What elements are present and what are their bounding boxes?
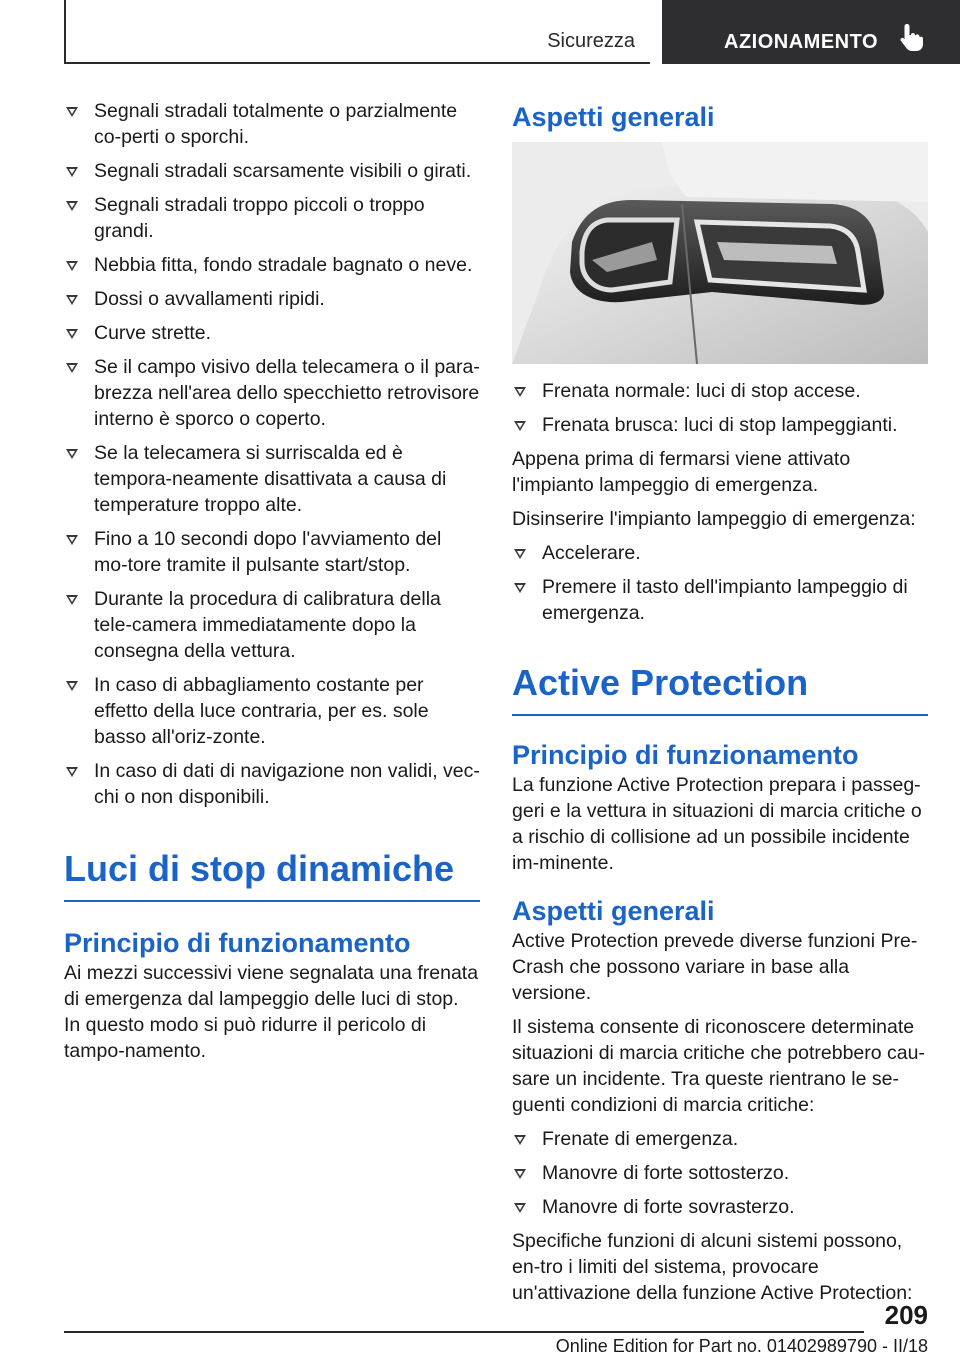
- paragraph: La funzione Active Protection prepara i passeg-geri e la vettura in situazioni di marcia critiche o a rischio di collisione ad un possibile incidente im-minente.: [512, 774, 922, 874]
- right-column: [512, 100, 928, 1314]
- disable-hazard-list: [512, 540, 928, 626]
- paragraph: Ai mezzi successivi viene segnalata una frenata di emergenza dal lampeggio delle luci di stop. In questo modo si può ridurre il pericolo di tampo-namento.: [64, 962, 479, 1062]
- list-item: In caso di dati di navigazione non validi, vec-chi o non disponibili.: [64, 758, 480, 810]
- page-number: 209: [884, 1300, 928, 1330]
- list-item: Manovre di forte sovrasterzo.: [512, 1194, 928, 1220]
- triangle-bullet-icon: [66, 295, 78, 305]
- triangle-bullet-icon: [66, 449, 78, 459]
- paragraph: Disinserire l'impianto lampeggio di emergenza:: [512, 508, 916, 530]
- triangle-bullet-icon: [66, 535, 78, 545]
- list-item: Segnali stradali troppo piccoli o troppo grandi.: [64, 192, 480, 244]
- subheading-principle: Principio di funzionamento: [64, 928, 411, 958]
- section-heading-dynamic-brake-lights: Luci di stop dinamiche: [64, 848, 455, 889]
- list-item: Frenate di emergenza.: [512, 1126, 928, 1152]
- chapter-tab-label: AZIONAMENTO: [724, 31, 879, 53]
- paragraph: Active Protection prevede diverse funzioni Pre-Crash che possono variare in base alla versione.: [512, 930, 918, 1004]
- left-column: [64, 98, 480, 1072]
- list-item: In caso di abbagliamento costante per effetto della luce contraria, per es. sole basso all'oriz-zonte.: [64, 672, 480, 750]
- triangle-bullet-icon: [514, 583, 526, 593]
- list-item: Frenata normale: luci di stop accese.: [512, 378, 928, 404]
- brake-behavior-list: [512, 378, 928, 438]
- list-item: Durante la procedura di calibratura della tele-camera immediatamente dopo la consegna della vettura.: [64, 586, 480, 664]
- header-rule-horizontal: [64, 62, 650, 64]
- subheading-general: Aspetti generali: [512, 102, 715, 132]
- triangle-bullet-icon: [514, 1203, 526, 1213]
- critical-conditions-list: [512, 1126, 928, 1220]
- conditions-list: [64, 98, 480, 810]
- paragraph: Specifiche funzioni di alcuni sistemi possono, en-tro i limiti del sistema, provocare un'attivazione della funzione Active Protection:: [512, 1230, 913, 1304]
- list-item: Accelerare.: [512, 540, 928, 566]
- list-item: Premere il tasto dell'impianto lampeggio di emergenza.: [512, 574, 928, 626]
- list-item: Manovre di forte sottosterzo.: [512, 1160, 928, 1186]
- list-item: Frenata brusca: luci di stop lampeggianti.: [512, 412, 928, 438]
- triangle-bullet-icon: [66, 167, 78, 177]
- triangle-bullet-icon: [66, 201, 78, 211]
- subheading-general: Aspetti generali: [512, 896, 715, 926]
- header-section-title: Sicurezza: [547, 30, 635, 52]
- tail-light-image: [512, 142, 928, 364]
- footer-edition: Online Edition for Part no. 01402989790 - II/18: [555, 1336, 928, 1356]
- triangle-bullet-icon: [66, 681, 78, 691]
- triangle-bullet-icon: [514, 549, 526, 559]
- subheading-principle: Principio di funzionamento: [512, 740, 859, 770]
- triangle-bullet-icon: [514, 1135, 526, 1145]
- triangle-bullet-icon: [66, 595, 78, 605]
- list-item: Segnali stradali totalmente o parzialmente co-perti o sporchi.: [64, 98, 480, 150]
- triangle-bullet-icon: [514, 421, 526, 431]
- pointing-hand-icon: [898, 22, 924, 52]
- paragraph: Appena prima di fermarsi viene attivato l'impianto lampeggio di emergenza.: [512, 448, 851, 496]
- triangle-bullet-icon: [66, 107, 78, 117]
- list-item: Nebbia fitta, fondo stradale bagnato o neve.: [64, 252, 480, 278]
- chapter-tab[interactable]: [662, 0, 960, 64]
- triangle-bullet-icon: [514, 387, 526, 397]
- triangle-bullet-icon: [66, 261, 78, 271]
- list-item: Curve strette.: [64, 320, 480, 346]
- section-heading-active-protection: Active Protection: [512, 662, 809, 703]
- list-item: Segnali stradali scarsamente visibili o girati.: [64, 158, 480, 184]
- triangle-bullet-icon: [66, 363, 78, 373]
- triangle-bullet-icon: [514, 1169, 526, 1179]
- list-item: Dossi o avvallamenti ripidi.: [64, 286, 480, 312]
- header-rule-vertical: [64, 0, 66, 64]
- paragraph: Il sistema consente di riconoscere determinate situazioni di marcia critiche che potrebbero cau-sare un incidente. Tra queste rientrano le se-guenti condizioni di marcia critiche:: [512, 1016, 925, 1116]
- list-item: Se il campo visivo della telecamera o il para-brezza nell'area dello specchietto retrovisore interno è sporco o coperto.: [64, 354, 480, 432]
- list-item: Se la telecamera si surriscalda ed è tempora-neamente disattivata a causa di temperature troppo alte.: [64, 440, 480, 518]
- footer-rule: [64, 1331, 864, 1333]
- list-item: Fino a 10 secondi dopo l'avviamento del mo-tore tramite il pulsante start/stop.: [64, 526, 480, 578]
- triangle-bullet-icon: [66, 329, 78, 339]
- triangle-bullet-icon: [66, 767, 78, 777]
